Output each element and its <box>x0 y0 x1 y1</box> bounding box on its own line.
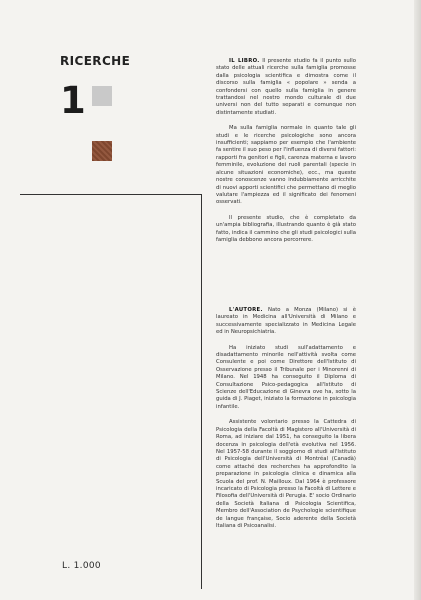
libro-lead: IL LIBRO. <box>229 58 260 64</box>
series-number: 1 <box>60 79 86 122</box>
autore-text-1: Nato a Monza (Milano) si è laureato in Medicina all'Università di Milano e successivamente specializzato in Medicina Legale ed in Neuropsichiatria. <box>216 307 356 336</box>
autore-paragraph-2: Ha iniziato studi sull'adattamento e disadattamento minorile nell'attività svolta come Consulente e poi come Direttore dell'Istituto di Osservazione presso il Tribunale per i Minorenni di Milano. Nel 1948 ha conseguito il Diploma di Consultazione Psico-pedagogica all'Istituto di Scienze dell'Educazione di Ginevra ove ha, sotto la guida di J. Piaget, iniziato la formazione in psicologia infantile. <box>216 344 356 410</box>
gray-swatch <box>92 86 112 106</box>
libro-section <box>216 58 356 244</box>
libro-paragraph-1 <box>216 58 356 117</box>
series-title: RICERCHE <box>60 54 131 68</box>
price-label: L. 1.000 <box>62 561 101 571</box>
autore-paragraph-1 <box>216 307 356 337</box>
autore-section <box>216 307 356 530</box>
horizontal-rule <box>20 194 202 195</box>
autore-lead: L'AUTORE. <box>229 307 263 313</box>
libro-paragraph-3: Il presente studio, che è completato da un'ampia bibliografia, illustrando quanto è già stato fatto, indica il cammino che gli studi psicologici sulla famiglia debbono ancora percorrere. <box>216 214 356 243</box>
vertical-rule <box>201 194 202 589</box>
brown-swatch <box>92 141 112 161</box>
libro-text-1: Il presente studio fa il punto sullo stato delle attuali ricerche sulla famiglia promosse dalla psicologia scientifica e dimostra come il discorso sulla famiglia « popolare » senda a confondersi con quello sulla famiglia in genere trattandosi nel nostro mondo culturale di due universi non del tutto separati e comunque non distintamente studiati. <box>216 58 356 116</box>
autore-paragraph-3: Assistente volontario presso la Cattedra di Psicologia della Facoltà di Magistero all'Università di Roma, ad iniziare dal 1951, ha conseguito la libera docenza in psicologia dell'età evolutiva nel 1956. Nel 1957-58 durante il soggiorno di studi all'Istituto di Psicologia dell'Università di Montréal (Canadà) come attaché des recherches ha approfondito la preparazione in psicologia clinica e dinamica alla Scuola del prof. N. Mailloux. Dal 1964 è professore incaricato di Psicologia presso la Facoltà di Lettere e Filosofia dell'Università di Perugia. E' socio Ordinario della Società Italiana di Psicologia Scientifica, Membro dell'Association de Psychologie scientifique de langue française, Socio aderente della Società Italiana di Psicoanalisi. <box>216 419 356 529</box>
page-edge-shadow <box>414 0 421 600</box>
libro-paragraph-2: Ma sulla famiglia normale in quanto tale gli studi e le ricerche psicologiche sono ancora insufficienti; sappiamo per esempio che l'ambiente fa sentire il suo peso per l'influenza di diversi fattori: rapporti fra genitori e figli, carenza materna e lavoro femminile, evoluzione dei ruoli parentali (specie in alcune situazioni economiche), ecc., ma queste nostre conoscenze vanno indubbiamente arricchite di nuovi apporti scientifici che permettano di meglio valutare l'ampiezza ed il significato dei fenomeni osservati. <box>216 125 356 206</box>
